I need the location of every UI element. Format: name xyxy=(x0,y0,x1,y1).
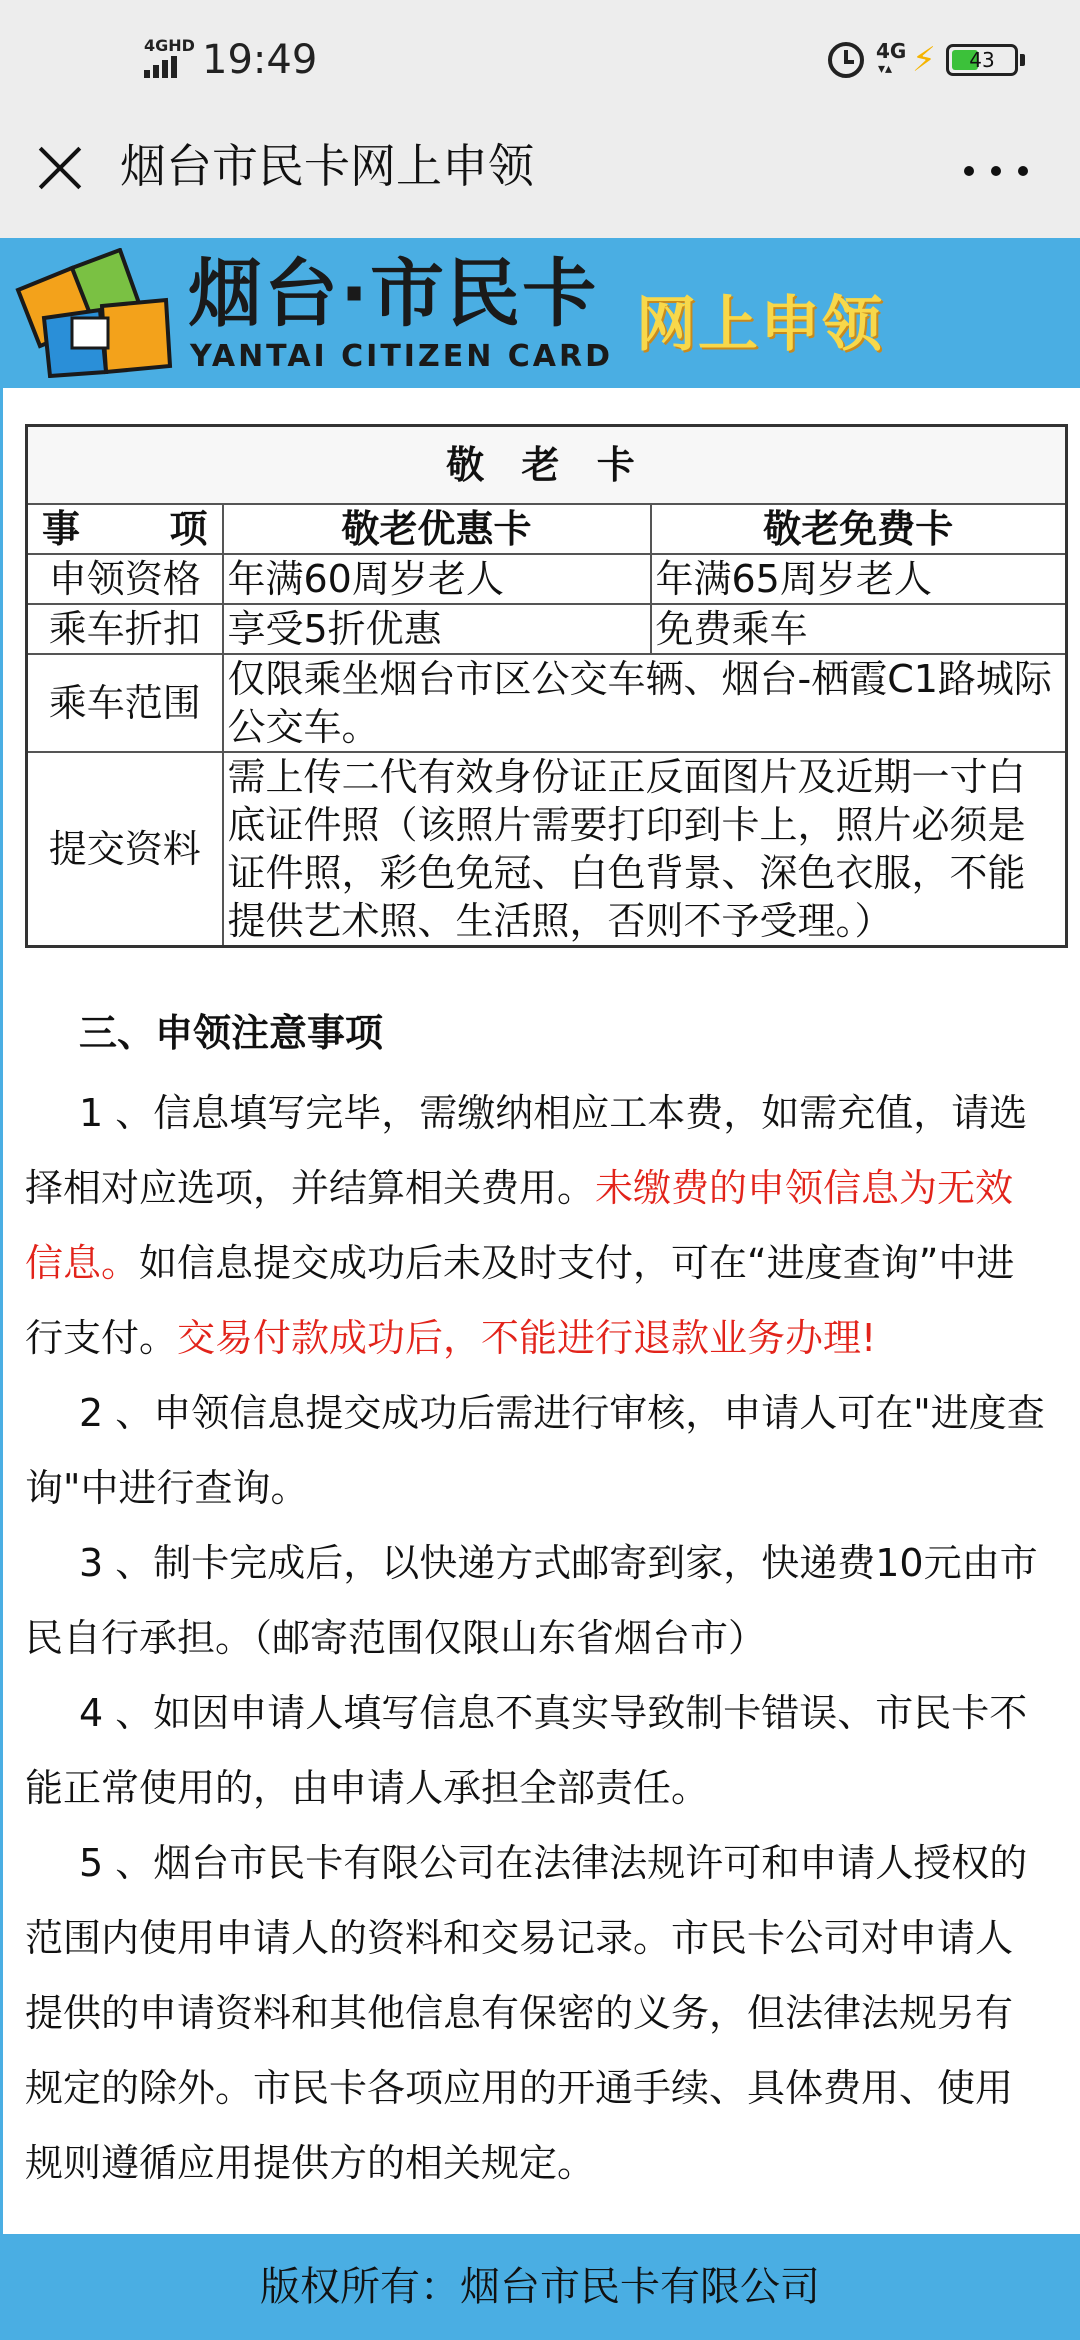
note-item-2: 2 、申领信息提交成功后需进行审核，申请人可在"进度查询"中进行查询。 xyxy=(25,1391,1045,1510)
note-item-5: 5 、烟台市民卡有限公司在法律法规许可和申请人授权的范围内使用申请人的资料和交易记录。市民卡公司对申请人提供的申请资料和其他信息有保密的义务，但法律法规另有规定的除外。市民卡各项应用的开通手续、具体费用、使用规则遵循应用提供方的相关规定。 xyxy=(25,1841,1028,2185)
table-title: 敬 老 卡 xyxy=(27,426,1067,504)
logo-chinese-text: 烟台·市民卡 xyxy=(188,251,599,337)
cell-fare-discount: 享受5折优惠 xyxy=(223,604,651,654)
more-icon[interactable] xyxy=(964,166,1028,178)
elder-card-table xyxy=(25,424,1068,948)
page-title: 烟台市民卡网上申领 xyxy=(120,139,534,193)
battery-level: 43 xyxy=(969,48,995,72)
signal-icon xyxy=(144,56,184,78)
table-row xyxy=(27,752,1067,947)
note-item-1 xyxy=(25,1076,1045,1376)
cell-fare-free: 免费乘车 xyxy=(651,604,1067,654)
network-type-label: 4GHD xyxy=(144,36,195,55)
table-row xyxy=(27,554,1067,604)
row-label-eligibility: 申领资格 xyxy=(27,554,223,604)
note-item-4: 4 、如因申请人填写信息不真实导致制卡错误、市民卡不能正常使用的，由申请人承担全部责任。 xyxy=(25,1691,1028,1810)
note-1-text-a: 1 、信息填写完毕，需缴纳相应工本费，如需充值，请选择相对应选项，并结算相关费用。 xyxy=(25,1091,1028,1210)
table-header-discount-card: 敬老优惠卡 xyxy=(223,504,651,554)
note-item-3: 3 、制卡完成后，以快递方式邮寄到家，快递费10元由市民自行承担。（邮寄范围仅限山东省烟台市） xyxy=(25,1541,1038,1660)
table-header-row xyxy=(27,504,1067,554)
row-label-fare-discount: 乘车折扣 xyxy=(27,604,223,654)
row-label-materials: 提交资料 xyxy=(27,752,223,947)
note-1-warning-invalid: 未缴费的申领信息为无效信息。 xyxy=(25,1166,1014,1285)
table-header-item: 事 项 xyxy=(27,504,223,554)
cell-eligibility-free: 年满65周岁老人 xyxy=(651,554,1067,604)
status-bar xyxy=(0,0,1080,120)
logo-english-text: YANTAI CITIZEN CARD xyxy=(190,339,613,374)
close-icon[interactable] xyxy=(34,142,86,194)
battery-tip xyxy=(1020,54,1025,66)
table-row xyxy=(27,604,1067,654)
clock-time: 19:49 xyxy=(202,37,318,83)
cell-eligibility-discount: 年满60周岁老人 xyxy=(223,554,651,604)
charging-icon: ⚡ xyxy=(912,40,936,80)
alarm-icon xyxy=(828,42,864,78)
section-title-notes: 三、申领注意事项 xyxy=(79,1011,384,1055)
battery-icon xyxy=(946,44,1018,76)
cell-materials: 需上传二代有效身份证正反面图片及近期一寸白底证件照（该照片需要打印到卡上，照片必须是证件照，彩色免冠、白色背景、深色衣服，不能提供艺术照、生活照，否则不予受理。） xyxy=(223,752,1067,947)
notes-list xyxy=(25,1076,1045,2201)
note-1-text-b: 如信息提交成功后未及时支付，可在“进度查询”中进行支付。 xyxy=(25,1241,1015,1360)
mobile-data-label: 4G xyxy=(876,39,907,63)
table-header-free-card: 敬老免费卡 xyxy=(651,504,1067,554)
footer xyxy=(0,2234,1080,2340)
header-banner xyxy=(0,238,1080,388)
main-content[interactable] xyxy=(0,388,1080,2234)
table-row xyxy=(27,654,1067,752)
data-arrows-icon: ▾▴ xyxy=(878,61,893,77)
table-title-row xyxy=(27,426,1067,504)
banner-tagline: 网上申领 xyxy=(636,290,884,360)
citizen-card-logo-icon xyxy=(14,248,174,378)
note-1-warning-no-refund: 交易付款成功后，不能进行退款业务办理! xyxy=(177,1316,877,1360)
row-label-ride-scope: 乘车范围 xyxy=(27,654,223,752)
nav-bar xyxy=(0,120,1080,238)
copyright-text: 版权所有：烟台市民卡有限公司 xyxy=(260,2264,820,2310)
cell-ride-scope: 仅限乘坐烟台市区公交车辆、烟台-栖霞C1路城际公交车。 xyxy=(223,654,1067,752)
